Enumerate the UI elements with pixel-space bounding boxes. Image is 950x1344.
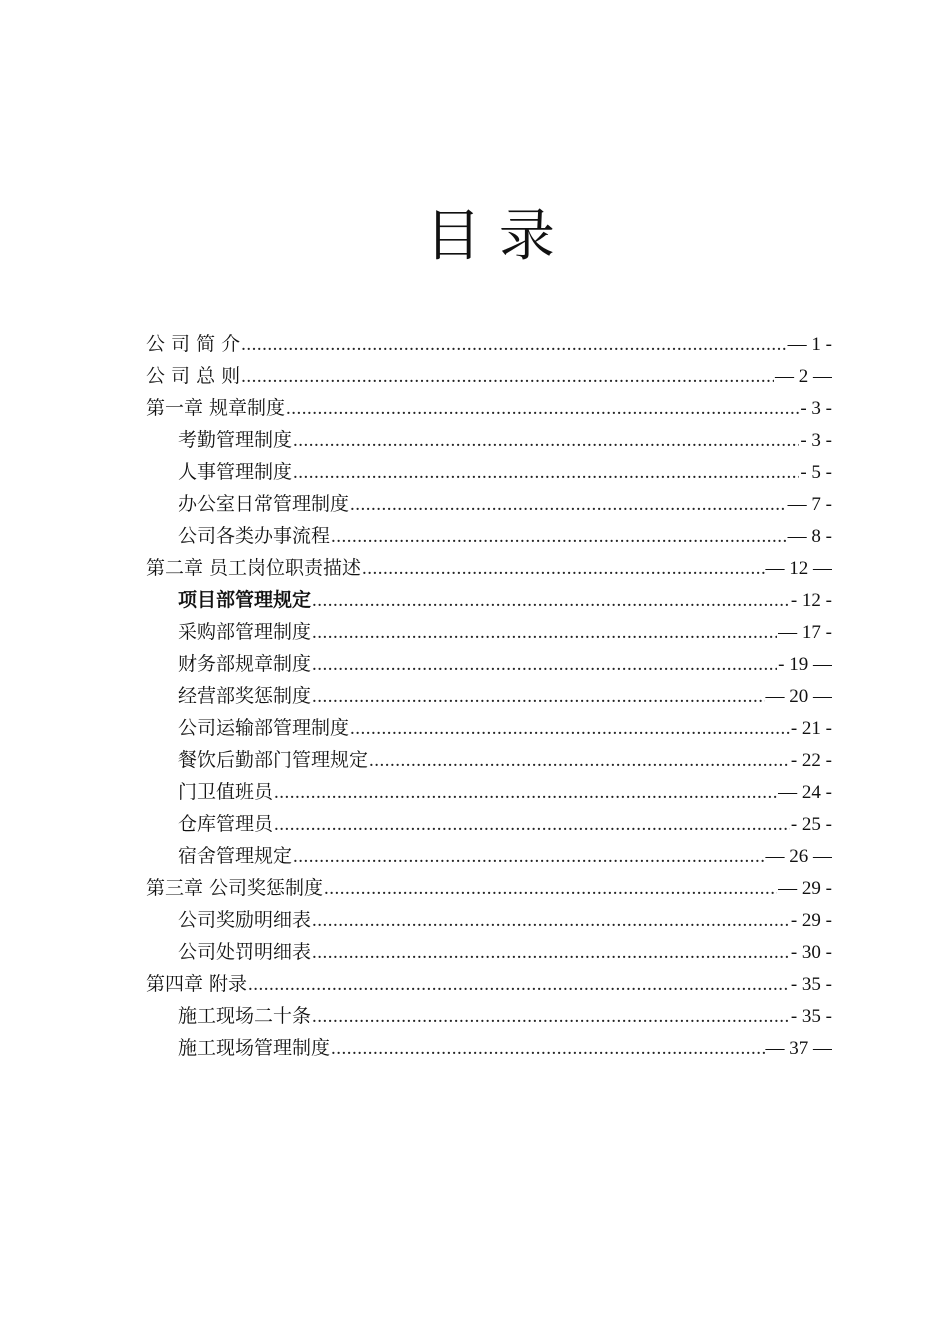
toc-entry[interactable] xyxy=(146,808,832,840)
toc-entry-page: — 17 - xyxy=(778,622,832,643)
toc-entry[interactable] xyxy=(146,744,832,776)
toc-leader-dots xyxy=(312,1001,790,1032)
toc-entry-page: - 30 - xyxy=(790,942,832,963)
toc-entry[interactable] xyxy=(146,552,832,584)
toc-entry-label: 餐饮后勤部门管理规定 xyxy=(178,749,369,771)
toc-entry[interactable] xyxy=(146,328,832,360)
toc-leader-dots xyxy=(293,457,799,488)
toc-entry-page: - 35 - xyxy=(790,974,832,995)
toc-entry[interactable] xyxy=(146,456,832,488)
toc-entry-page: — 26 — xyxy=(765,846,832,867)
toc-leader-dots xyxy=(274,809,790,840)
toc-entry[interactable] xyxy=(146,872,832,904)
toc-entry-label: 施工现场管理制度 xyxy=(178,1037,331,1059)
toc-entry[interactable] xyxy=(146,904,832,936)
toc-entry[interactable] xyxy=(146,616,832,648)
toc-entry-page: — 12 — xyxy=(765,558,832,579)
toc-leader-dots xyxy=(274,777,777,808)
toc-entry-page: - 35 - xyxy=(790,1006,832,1027)
toc-leader-dots xyxy=(312,681,764,712)
toc-entry-page: — 7 - xyxy=(787,494,832,515)
toc-entry-label: 财务部规章制度 xyxy=(178,653,312,675)
toc-entry-page: - 19 — xyxy=(778,654,832,675)
toc-leader-dots xyxy=(331,521,787,552)
toc-leader-dots xyxy=(312,937,790,968)
toc-entry[interactable] xyxy=(146,424,832,456)
toc-entry-label: 仓库管理员 xyxy=(178,813,274,835)
toc-entry-label: 公 司 简 介 xyxy=(146,333,241,355)
toc-entry-page: — 29 - xyxy=(778,878,832,899)
toc-leader-dots xyxy=(312,585,790,616)
toc-entry[interactable] xyxy=(146,392,832,424)
toc-leader-dots xyxy=(324,873,777,904)
toc-entry-label: 项目部管理规定 xyxy=(178,589,312,611)
toc-entry-page: - 21 - xyxy=(790,718,832,739)
toc-entry-page: — 37 — xyxy=(765,1038,832,1059)
toc-leader-dots xyxy=(286,393,799,424)
toc-leader-dots xyxy=(248,969,790,1000)
toc-title: 目 录 xyxy=(425,204,555,269)
toc-entry[interactable] xyxy=(146,840,832,872)
toc-entry-label: 公司各类办事流程 xyxy=(178,525,331,547)
toc-entry[interactable] xyxy=(146,968,832,1000)
toc-entry-label: 公司奖励明细表 xyxy=(178,909,312,931)
toc-entry-label: 第四章 附录 xyxy=(146,973,248,995)
toc-leader-dots xyxy=(293,425,799,456)
toc-entry-label: 公司处罚明细表 xyxy=(178,941,312,963)
toc-entry[interactable] xyxy=(146,936,832,968)
toc-entry-label: 第一章 规章制度 xyxy=(146,397,286,419)
toc-entry-page: — 24 - xyxy=(778,782,832,803)
toc-entry-label: 第二章 员工岗位职责描述 xyxy=(146,557,362,579)
toc-entry-page: — 8 - xyxy=(787,526,832,547)
table-of-contents xyxy=(146,328,832,1064)
toc-entry-label: 经营部奖惩制度 xyxy=(178,685,312,707)
toc-entry-label: 考勤管理制度 xyxy=(178,429,293,451)
toc-entry-label: 人事管理制度 xyxy=(178,461,293,483)
toc-entry[interactable] xyxy=(146,520,832,552)
toc-entry[interactable] xyxy=(146,488,832,520)
toc-leader-dots xyxy=(312,617,777,648)
toc-entry[interactable] xyxy=(146,712,832,744)
toc-entry-page: - 5 - xyxy=(800,462,832,483)
toc-entry-page: - 3 - xyxy=(800,398,832,419)
toc-entry-label: 公司运输部管理制度 xyxy=(178,717,350,739)
toc-entry-label: 施工现场二十条 xyxy=(178,1005,312,1027)
toc-leader-dots xyxy=(312,649,777,680)
toc-entry-page: — 20 — xyxy=(765,686,832,707)
toc-leader-dots xyxy=(241,329,787,360)
toc-entry[interactable] xyxy=(146,1000,832,1032)
toc-entry[interactable] xyxy=(146,776,832,808)
toc-entry-label: 第三章 公司奖惩制度 xyxy=(146,877,324,899)
toc-leader-dots xyxy=(331,1033,764,1064)
toc-entry-label: 办公室日常管理制度 xyxy=(178,493,350,515)
toc-leader-dots xyxy=(293,841,764,872)
toc-leader-dots xyxy=(312,905,790,936)
toc-entry-page: - 22 - xyxy=(790,750,832,771)
toc-entry-label: 门卫值班员 xyxy=(178,781,274,803)
toc-entry-page: - 29 - xyxy=(790,910,832,931)
toc-entry[interactable] xyxy=(146,1032,832,1064)
toc-entry-label: 采购部管理制度 xyxy=(178,621,312,643)
toc-entry-page: - 12 - xyxy=(790,590,832,611)
toc-entry-page: — 1 - xyxy=(787,334,832,355)
toc-entry-page: — 2 — xyxy=(775,366,832,387)
toc-entry[interactable] xyxy=(146,648,832,680)
toc-leader-dots xyxy=(369,745,790,776)
toc-entry[interactable] xyxy=(146,360,832,392)
toc-entry[interactable] xyxy=(146,680,832,712)
toc-entry-page: - 3 - xyxy=(800,430,832,451)
toc-entry-label: 宿舍管理规定 xyxy=(178,845,293,867)
toc-leader-dots xyxy=(350,713,790,744)
toc-entry-page: - 25 - xyxy=(790,814,832,835)
toc-leader-dots xyxy=(350,489,787,520)
toc-leader-dots xyxy=(362,553,764,584)
toc-entry[interactable] xyxy=(146,584,832,616)
toc-leader-dots xyxy=(241,361,774,392)
toc-entry-label: 公 司 总 则 xyxy=(146,365,241,387)
